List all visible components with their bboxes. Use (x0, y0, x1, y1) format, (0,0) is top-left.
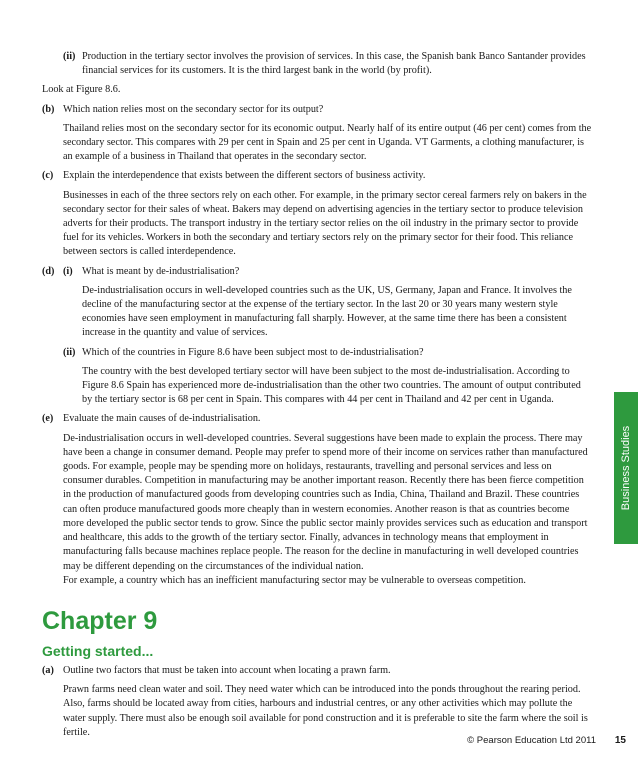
answer-e-continued: For example, a country which has an inefficient manufacturing sector may be vulnerable to overseas competition. (63, 574, 526, 586)
question-text: Which nation relies most on the secondary sector for its output? (63, 103, 324, 115)
question-text: Outline two factors that must be taken into account when locating a prawn farm. (63, 664, 391, 676)
question-e (42, 412, 592, 426)
question-label: (e) (42, 413, 54, 425)
item-label: (ii) (63, 51, 76, 62)
answer-d-i: De-industrialisation occurs in well-developed countries such as the UK, US, Germany, Japan and France. It involves the decline of the manufacturing sector at the expense of the tertiary sector. In the last 20 or 30 years many western style economies have seen employment in manufacturing fall sharply. However, at the same time there has been a consistent increase in the quantity and value of services. (82, 284, 572, 339)
chapter-title: Chapter 9 (42, 606, 158, 635)
copyright-notice: © Pearson Education Ltd 2011 (467, 735, 596, 746)
question-text: Explain the interdependence that exists between the different sectors of business activity. (63, 170, 426, 182)
section-heading: Getting started... (42, 642, 154, 659)
look-figure: Look at Figure 8.6. (42, 84, 121, 96)
question-d-i (42, 265, 592, 279)
answer-d-ii: The country with the best developed tertiary sector will have been subject to the most de-industrialisation. According to Figure 8.6 Spain has experienced more de-industrialisation than the other two countries. The amount of output contributed by the tertiary sector is 68 per cent in Spain. This compares with 44 per cent in Thailand and 42 per cent in Uganda. (82, 365, 581, 406)
question-c (42, 169, 592, 183)
subquestion-label: (i) (63, 265, 73, 277)
subject-sidebar-tab (614, 392, 638, 544)
question-label: (b) (42, 103, 55, 115)
subject-label: Business Studies (620, 425, 633, 511)
question-d-ii (63, 346, 592, 360)
page-number: 15 (614, 735, 626, 746)
chapter-question-a (42, 664, 592, 678)
chapter-answer-a: Prawn farms need clean water and soil. They need water which can be introduced into the ponds throughout the rearing period. Also, farms should be located away from cities, harbours and industrial centres, or any other activities which may pollute the water supply. There must also be enough soil available for pond construction and it is preferable to site the farm where the soil is fertile. (63, 684, 588, 738)
item-text: Production in the tertiary sector involves the provision of services. In this case, the Spanish bank Banco Santander provides financial services for its customers. It is the third largest bank in the world (by profit). (82, 51, 586, 77)
answer-b: Thailand relies most on the secondary sector for its economic output. Nearly half of its entire output (46 per cent) comes from the secondary sector. This compares with 29 per cent in Spain and 25 per cent in Uganda. VT Garments, a clothing manufacturer, is an example of a business in Thailand that operates in the secondary sector. (63, 122, 592, 163)
question-text: What is meant by de-industrialisation? (82, 265, 240, 277)
item-a-ii (63, 50, 592, 78)
question-b (42, 103, 592, 117)
question-text: Which of the countries in Figure 8.6 have been subject most to de-industrialisation? (82, 346, 424, 358)
answer-e: De-industrialisation occurs in well-developed countries. Several suggestions have been made to explain the process. There may have been a change in consumer demand. People may prefer to spend more of their income on services rather than manufactured goods. For example, people may be spending more on holidays, restaurants, travelling and personal services and less on consumer durables. Competition in manufacturing may be another important reason. Recently there has been fierce competition in the production of manufactured goods from developing countries such as India, China, Thailand and Brazil. These countries can often produce manufactured goods more cheaply than in western economies. Another reason is that as countries become more developed the public sector tends to grow. Since the public sector mainly provides services such as education and transport and healthcare, this adds to the growth of the tertiary sector. Finally, advances in technology means that employment in manufacturing falls because machines replace people. The reason for the decline in manufacturing in well developed countries may be different depending on the circumstances of the individual nation. (63, 432, 588, 572)
question-text: Evaluate the main causes of de-industrialisation. (63, 413, 261, 425)
question-label: (d) (42, 265, 55, 277)
page-content (42, 50, 592, 745)
answer-c: Businesses in each of the three sectors rely on each other. For example, in the primary sector cereal farmers rely on bakers in the secondary sector for their sales of wheat. Bakers may depend on advertising agencies in the tertiary sector to produce television adverts for their products. The transport industry in the tertiary sector relies on the oil industry in the primary sector to provide fuel for its vehicles. Workers in both the secondary and tertiary sectors rely on the primary sector for their food. This reliance between sectors is called interdependence. (63, 189, 587, 258)
question-label: (a) (42, 664, 54, 676)
subquestion-label: (ii) (63, 346, 76, 358)
page-footer (0, 733, 638, 751)
question-label: (c) (42, 170, 54, 182)
